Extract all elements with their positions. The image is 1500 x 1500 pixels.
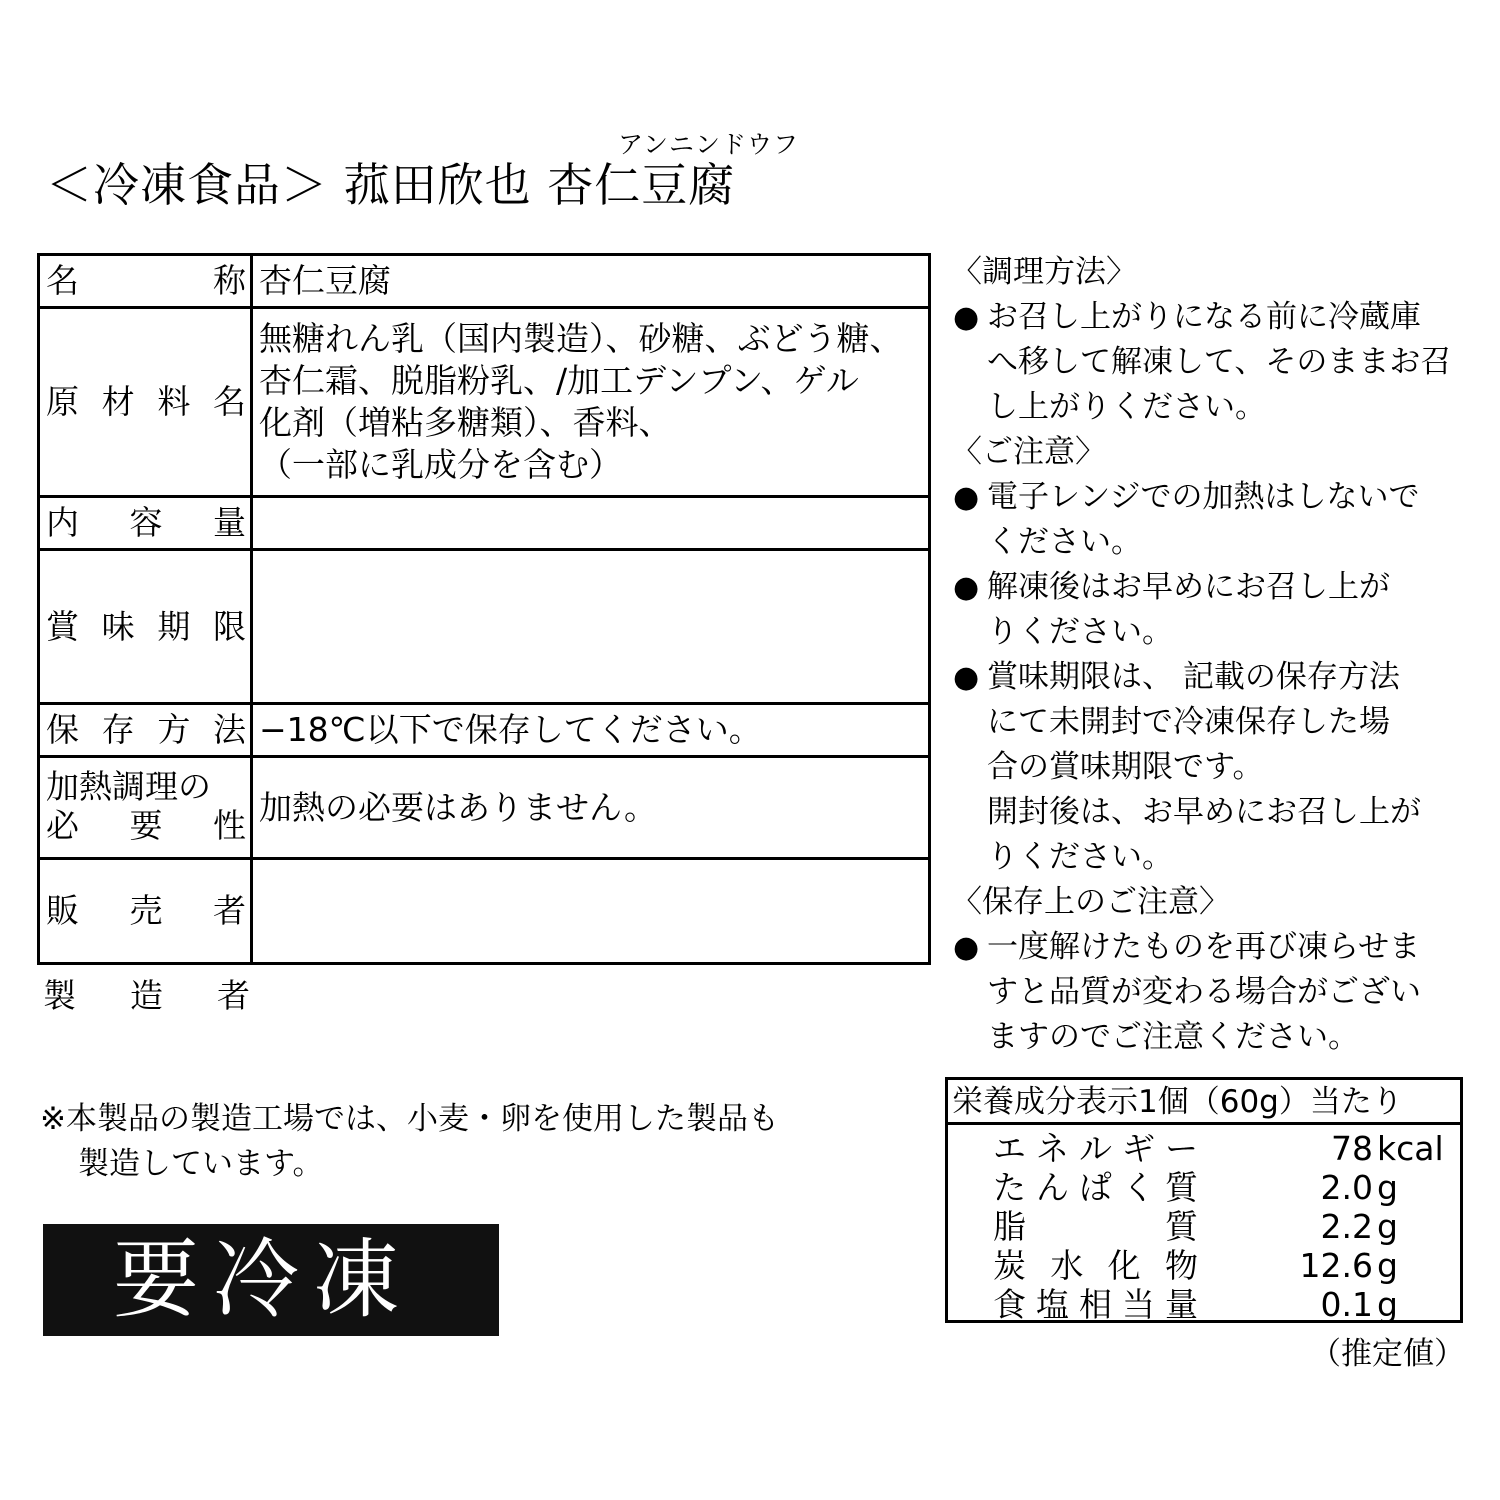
nutrition-row-protein: た ん ぱ く 質 2.0 g xyxy=(993,1168,1398,1207)
list-item: ● 解凍後はお早めにお召し上が りください。 xyxy=(953,565,1473,655)
food-label-table xyxy=(37,253,931,965)
row-key: 名 称 xyxy=(39,255,252,308)
list-item: ● お召し上がりになる前に冷蔵庫 へ移して解凍して、そのままお召 し上がりください。 xyxy=(953,295,1473,430)
product-title: ＜冷凍食品＞ 菰田欣也 杏仁豆腐 xyxy=(46,158,736,212)
row-key: 販 売 者 xyxy=(39,859,252,964)
ingredients-value: 無糖れん乳（国内製造）、砂糖、ぶどう糖、 杏仁霜、脱脂粉乳、/加工デンプン、ゲル 化剤（増粘多糖類）、香料、 （一部に乳成分を含む） xyxy=(252,308,930,497)
bullet-icon: ● xyxy=(953,570,980,605)
table-row-seller xyxy=(39,859,930,964)
row-key: 賞 味 期 限 xyxy=(39,550,252,704)
heating-value: 加熱の必要はありません。 xyxy=(252,757,930,859)
row-key: 内 容 量 xyxy=(39,497,252,550)
estimate-note: （推定値） xyxy=(1310,1336,1465,1372)
row-key: 保 存 方 法 xyxy=(39,704,252,757)
list-item: ● 賞味期限は、 記載の保存方法 にて未開封で冷凍保存した場 合の賞味期限です。 xyxy=(953,655,1473,790)
bullet-icon: ● xyxy=(953,930,980,965)
bullet-icon: ● xyxy=(953,660,980,695)
nutrition-row-carbohydrate: 炭 水 化 物 12.6 g xyxy=(993,1246,1398,1285)
product-name-value: 杏仁豆腐 xyxy=(252,255,930,308)
storage-value: −18℃以下で保存してください。 xyxy=(252,704,930,757)
nutrition-row-salt: 食 塩 相 当 量 0.1 g xyxy=(993,1285,1398,1324)
cooking-heading: 〈調理方法〉 xyxy=(951,254,1137,290)
manufacturer-label: 製 造 者 xyxy=(43,976,250,1015)
caution-heading: 〈ご注意〉 xyxy=(951,434,1106,470)
instructions-panel xyxy=(953,250,1473,1060)
row-key: 加熱調理の 必 要 性 xyxy=(39,757,252,859)
table-row-storage xyxy=(39,704,930,757)
table-row-contents xyxy=(39,497,930,550)
bullet-icon: ● xyxy=(953,300,980,335)
keep-frozen-badge: 要冷凍 xyxy=(43,1224,499,1336)
allergen-note: ※本製品の製造工場では、小麦・卵を使用した製品も 製造しています。 xyxy=(40,1101,779,1182)
nutrition-row-energy: エ ネ ル ギ ー 78 kcal xyxy=(993,1129,1444,1168)
table-row-name xyxy=(39,255,930,308)
row-key: 原 材 料 名 xyxy=(39,308,252,497)
nutrition-facts-box xyxy=(945,1077,1463,1323)
list-item: ● 一度解けたものを再び凍らせま すと品質が変わる場合がござい ますのでご注意ください。 xyxy=(953,925,1473,1060)
table-row-ingredients xyxy=(39,308,930,497)
contents-value xyxy=(252,497,930,550)
seller-value xyxy=(252,859,930,964)
nutrition-header: 栄養成分表示1個（60g）当たり xyxy=(948,1080,1460,1125)
best-before-value xyxy=(252,550,930,704)
table-row-heating xyxy=(39,757,930,859)
after-opening-note: 開封後は、お早めにお召し上が りください。 xyxy=(987,794,1421,875)
storage-heading: 〈保存上のご注意〉 xyxy=(951,884,1230,920)
title-ruby: アンニンドウフ xyxy=(618,130,800,159)
nutrition-row-fat: 脂 質 2.2 g xyxy=(993,1207,1398,1246)
bullet-icon: ● xyxy=(953,480,980,515)
list-item: ● 電子レンジでの加熱はしないで ください。 xyxy=(953,475,1473,565)
table-row-best-before xyxy=(39,550,930,704)
